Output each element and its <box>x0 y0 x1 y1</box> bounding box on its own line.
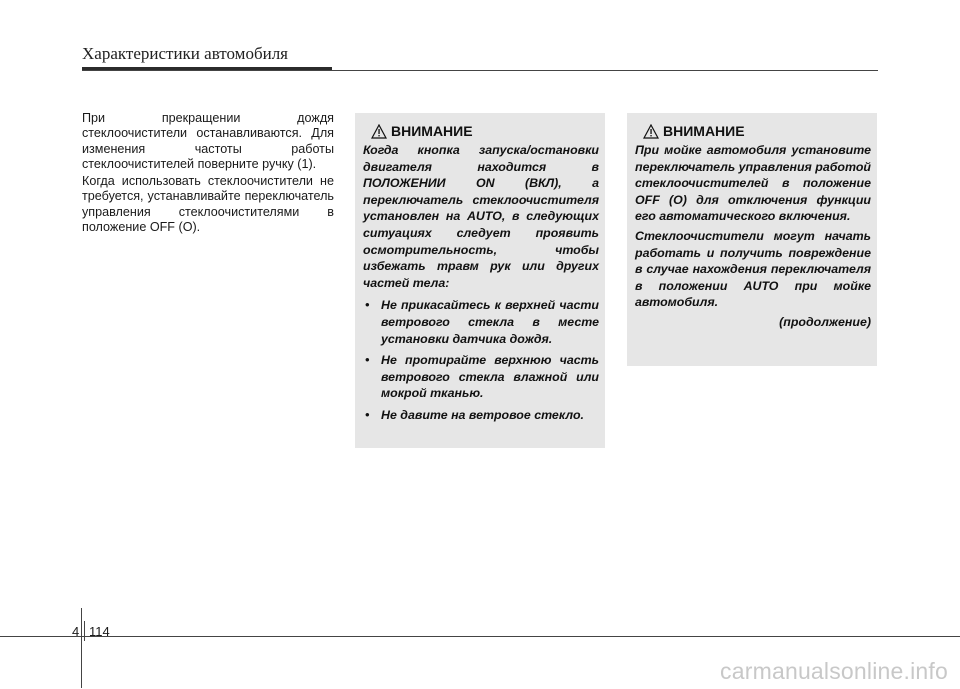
warning-list-item <box>363 407 599 424</box>
warning-list <box>363 297 599 423</box>
warning-paragraph: При мойке автомобиля установите переключатель управления работой стеклоочистителей в положение OFF (O) для отключения функции его автоматического включения. <box>635 143 871 224</box>
warning-item-text: Не протирайте верхнюю часть ветрового стекла влажной или мокрой тканью. <box>381 353 599 401</box>
warning-title: ВНИМАНИЕ <box>663 123 745 139</box>
warning-list-item <box>363 297 599 347</box>
footer-horizontal-rule <box>0 636 960 637</box>
body-text-column <box>82 111 334 237</box>
continued-label: (продолжение) <box>779 314 871 329</box>
bullet-icon: • <box>365 353 370 368</box>
body-paragraph: Когда использовать стеклоочистители не требуется, устанавливайте переключатель управления стеклоочистителями в положение OFF (O). <box>82 174 334 235</box>
chapter-number: 4 <box>72 624 80 639</box>
warning-triangle-icon <box>643 124 659 139</box>
warning-triangle-icon <box>371 124 387 139</box>
warning-item-text: Не прикасайтесь к верхней части ветрового стекла в месте установки датчика дождя. <box>381 298 599 346</box>
warning-item-text: Не давите на ветровое стекло. <box>381 407 584 422</box>
bullet-icon: • <box>365 407 370 422</box>
warning-list-item <box>363 352 599 402</box>
warning-intro: Когда кнопка запуска/остановки двигателя находится в ПОЛОЖЕНИИ ON (ВКЛ), а переключатель стеклоочистителя установлен на AUTO, в следующих ситуациях следует проявить осмотрительность, чтобы избежать травм рук или других частей тела: <box>363 143 599 290</box>
header-rule-thin <box>82 70 878 71</box>
body-paragraph: При прекращении дождя стеклоочистители останавливаются. Для изменения частоты работы стеклоочистителей поверните ручку (1). <box>82 111 334 171</box>
warning-title: ВНИМАНИЕ <box>391 123 473 139</box>
page-header-title: Характеристики автомобиля <box>82 44 288 63</box>
page-number: 114 <box>89 624 110 639</box>
footer-vertical-rule <box>81 608 82 688</box>
watermark: carmanualsonline.info <box>720 658 948 684</box>
warning-box-left <box>355 113 605 448</box>
warning-header <box>635 122 871 140</box>
warning-header <box>363 122 599 140</box>
warning-paragraph: Стеклоочистители могут начать работать и получить повреждение в случае нахождения переключателя в положении AUTO при мойке автомобиля. <box>635 228 871 310</box>
footer-page-separator <box>84 621 85 641</box>
bullet-icon: • <box>365 298 370 313</box>
warning-box-right <box>627 113 877 366</box>
